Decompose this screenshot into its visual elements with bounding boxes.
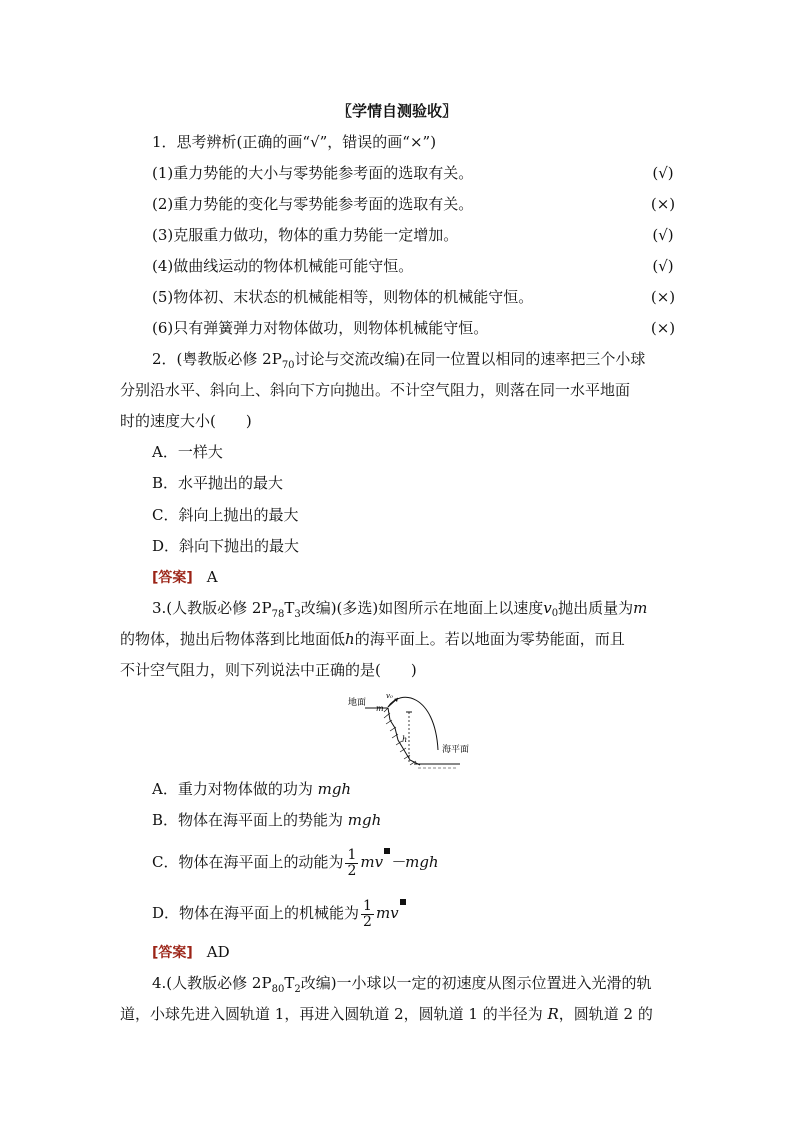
q2-option-c: C．斜向上抛出的最大	[152, 506, 299, 524]
q3-option-d-expr: mv	[375, 904, 399, 922]
q1-item-4: (4)做曲线运动的物体机械能可能守恒。	[152, 257, 414, 275]
q3-source: 3.(人教版必修 2P	[152, 599, 272, 617]
q4-line-1-text: 改编)一小球以一定的初速度从图示位置进入光滑的轨	[300, 974, 652, 992]
q3-option-c	[152, 846, 439, 879]
q2-option-a: A．一样大	[152, 443, 223, 461]
q3-option-b-text: B．物体在海平面上的势能为	[152, 811, 348, 829]
fraction-denominator: 2	[347, 862, 357, 879]
q4-line-2	[120, 1004, 653, 1024]
section-title-text: 学情自测验收	[351, 102, 442, 120]
sea-label: 海平面	[442, 745, 470, 755]
q3-option-c-fraction	[345, 848, 358, 879]
q4-var-r: R	[547, 1005, 559, 1023]
q3-line-1	[152, 598, 647, 621]
q1-item-1: (1)重力势能的大小与零势能参考面的选取有关。	[152, 164, 474, 182]
section-title	[0, 101, 794, 121]
q2-source-sub: 70	[281, 360, 295, 371]
q2-line-3: 时的速度大小( )	[120, 412, 252, 430]
q3-option-b	[152, 810, 381, 830]
title-bracket-right: 〗	[442, 102, 458, 120]
q3-option-a	[152, 779, 351, 799]
q4-source-page-sub: 80	[271, 984, 285, 995]
q3-answer	[152, 942, 230, 963]
trajectory-curve	[388, 697, 438, 750]
title-bracket-left: 〖	[336, 102, 352, 120]
q1-item-1-mark: (√)	[652, 164, 674, 182]
h-label: h	[402, 735, 408, 744]
q4-line-2-text-2: ，圆轨道 2 的	[558, 1005, 653, 1023]
q3-var-h: h	[345, 630, 355, 648]
q2-option-b: B．水平抛出的最大	[152, 474, 284, 492]
q4-source: 4.(人教版必修 2P	[152, 974, 272, 992]
q1-item-6-mark: (×)	[650, 319, 676, 337]
q1-item-5-mark: (×)	[650, 288, 676, 306]
square-glyph	[400, 899, 406, 905]
q4-source-t: T	[284, 974, 295, 992]
q3-option-d	[152, 897, 406, 930]
q1-item-2-mark: (×)	[650, 195, 676, 213]
q2-line-2: 分别沿水平、斜向上、斜向下方向抛出。不计空气阻力，则落在同一水平地面	[120, 381, 631, 399]
q4-source-t-sub: 2	[294, 984, 301, 995]
q1-item-6: (6)只有弹簧弹力对物体做功，则物体机械能守恒。	[152, 319, 489, 337]
fraction-numerator: 1	[347, 846, 357, 863]
q3-var-v-sub: 0	[551, 608, 559, 619]
q3-option-c-expr-2: －mgh	[390, 853, 439, 871]
q3-option-d-fraction	[361, 899, 374, 930]
q2-line-1-rest: 讨论与交流改编)在同一位置以相同的速率把三个小球	[294, 350, 646, 368]
q3-answer-tag: [答案]	[152, 945, 193, 961]
q3-figure	[340, 690, 490, 775]
q3-line-3: 不计空气阻力，则下列说法中正确的是( )	[120, 661, 417, 679]
q4-line-2-text: 道，小球先进入圆轨道 1，再进入圆轨道 2，圆轨道 1 的半径为	[120, 1005, 548, 1023]
q1-item-3-mark: (√)	[652, 226, 674, 244]
q3-option-c-text: C．物体在海平面上的动能为	[152, 853, 344, 871]
fraction-denominator: 2	[363, 913, 372, 930]
ground-label: 地面	[348, 698, 367, 708]
q3-source-page-sub: 78	[271, 609, 285, 620]
q3-option-c-expr: mv	[360, 853, 384, 871]
q1-item-2: (2)重力势能的变化与零势能参考面的选取有关。	[152, 195, 474, 213]
q3-line-1-text-2: 抛出质量为	[558, 599, 634, 617]
q1-stem: 1．思考辨析(正确的画“√”，错误的画“×”)	[152, 133, 437, 151]
q3-option-d-text: D．物体在海平面上的机械能为	[152, 904, 360, 922]
q3-option-b-expr: mgh	[347, 811, 382, 829]
q3-source-t-sub: 3	[294, 609, 301, 620]
q1-item-3: (3)克服重力做功，物体的重力势能一定增加。	[152, 226, 459, 244]
q3-line-2-text: 的物体，抛出后物体落到比地面低	[120, 630, 346, 648]
q2-answer-value: A	[206, 568, 218, 586]
q3-source-t: T	[284, 599, 295, 617]
q3-var-m: m	[633, 599, 648, 617]
v0-label: v₀	[386, 692, 393, 700]
q3-var-v: v	[543, 599, 552, 617]
mass-label: m	[376, 704, 384, 713]
fraction-numerator: 1	[363, 897, 372, 914]
q3-line-2	[120, 629, 625, 649]
q3-option-a-expr: mgh	[317, 780, 352, 798]
q3-line-1-text: 改编)(多选)如图所示在地面上以速度	[300, 599, 544, 617]
q3-answer-value: AD	[206, 943, 230, 961]
q3-line-2-text-2: 的海平面上。若以地面为零势能面，而且	[354, 630, 625, 648]
q1-item-4-mark: (√)	[652, 257, 674, 275]
q2-answer-tag: [答案]	[152, 570, 193, 586]
q2-option-d: D．斜向下抛出的最大	[152, 537, 300, 555]
cliff-hatching	[384, 708, 416, 765]
q3-option-a-text: A．重力对物体做的功为	[152, 780, 318, 798]
q1-item-5: (5)物体初、末状态的机械能相等，则物体的机械能守恒。	[152, 288, 534, 306]
q2-answer	[152, 567, 218, 588]
q4-line-1	[152, 973, 652, 996]
q2-line-1	[152, 349, 645, 372]
q2-source: 2．(粤教版必修 2P	[152, 350, 282, 368]
